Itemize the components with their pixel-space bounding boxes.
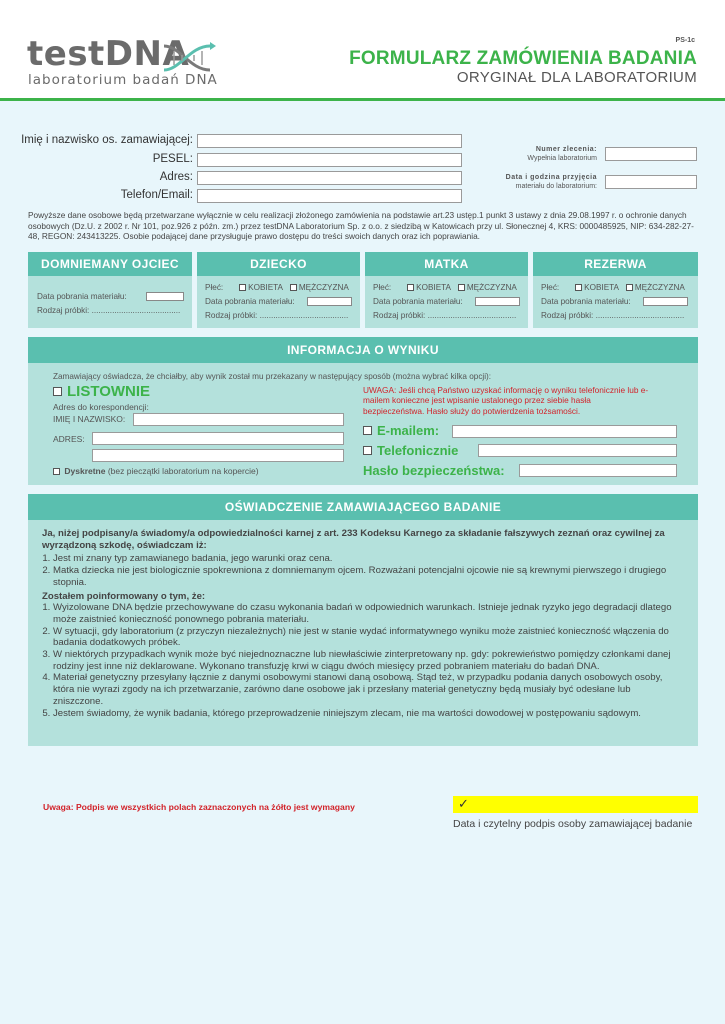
letter-option[interactable] [53, 383, 150, 400]
correspondence-label: Adres do korespondencji: [53, 402, 149, 412]
result-info-title: INFORMACJA O WYNIKU [28, 337, 698, 363]
father-date-field[interactable] [146, 292, 184, 301]
password-label: Hasło bezpieczeństwa: [363, 463, 505, 478]
email-field[interactable] [452, 425, 677, 438]
declaration-item: 2. Matka dziecka nie jest biologicznie spokrewniona z domniemanym ojcem. Rozważani potencjalni ojcowie nie są krewnymi pierwszego i drugiego stopnia. [53, 565, 682, 588]
sex-row [373, 283, 517, 292]
male-label: MĘŻCZYZNA [298, 283, 349, 292]
date-label: Data pobrania materiału: [541, 297, 631, 306]
male-checkbox[interactable] [626, 284, 633, 291]
female-label: KOBIETA [248, 283, 284, 292]
result-intro: Zamawiający oświadcza, że chciałby, aby wynik został mu przekazany w następujący sposób (można wybrać kilka opcji): [53, 372, 492, 381]
female-checkbox[interactable] [575, 284, 582, 291]
male-label: MĘŻCZYZNA [466, 283, 517, 292]
fullname-label: IMIĘ I NAZWISKO: [53, 414, 126, 424]
address-field[interactable] [197, 171, 462, 185]
male-checkbox[interactable] [458, 284, 465, 291]
mother-date-field[interactable] [475, 297, 520, 306]
email-option[interactable] [363, 423, 439, 438]
phone-email-warning: UWAGA: Jeśli chcą Państwo uzyskać informację o wyniku telefonicznie lub e-mailem konieczne jest wpisanie ustalonego przez siebie hasła bezpieczeństwa. Hasło służy do potwierdzenia tożsamości. [363, 385, 649, 416]
male-label: MĘŻCZYZNA [634, 283, 685, 292]
privacy-notice: Powyższe dane osobowe będą przetwarzane wyłącznie w celu realizacji złożonego zamówienia na podstawie art.23 ustęp.1 punkt 3 ustawy z dnia 29.08.1997 r. o ochronie danych osobowych (Dz.U. z 2002 r. Nr 101, poz.926 z późn. zm.) przez testDNA Laboratorium Sp. z o.o. z siedzibą w Katowicach przy ul. Słonecznej 4, KRS: 0000485925, NIP: 634-282-27-48, REGON: 243413225. Osobie podającej dane przysługuje prawo dostępu do treści swoich danych oraz ich poprawiania. [28, 210, 694, 242]
declaration-item: 5. Jestem świadomy, że wynik badania, którego przeprowadzenie niniejszym zlecam, nie ma wartości dowodowej w postępowaniu sądowym. [53, 708, 682, 720]
order-number-title: Numer zlecenia: [535, 146, 597, 153]
received-note: materiału do laboratorium: [515, 183, 597, 190]
order-number-note: Wypełnia laboratorium [527, 155, 597, 162]
declaration-item: 1. Jest mi znany typ zamawianego badania, jego warunki oraz cena. [53, 553, 682, 565]
card-child [197, 252, 360, 328]
name-label: Imię i nazwisko os. zamawiającej: [21, 134, 193, 146]
form-subtitle: ORYGINAŁ DLA LABORATORIUM [456, 69, 697, 86]
contact-label: Telefon/Email: [120, 189, 193, 201]
declaration-item: 3. W niektórych przypadkach wynik może być niejednoznaczne lub niewłaściwie zinterpretowany np. gdy: pokrewieństwo pomiędzy członkami danej rodziny jest inne niż deklarowane. Wykonano transfuzję krwi w ciągu dwóch miesięcy przed pobraniem materiału do badań DNA. [53, 649, 682, 672]
correspondence-address-field-1[interactable] [92, 432, 344, 445]
phone-field[interactable] [478, 444, 677, 457]
phone-label: Telefonicznie [377, 443, 459, 458]
order-number-field[interactable] [605, 147, 697, 161]
declaration-lead: Ja, niżej podpisany/a świadomy/a odpowiedzialności karnej z art. 233 Kodeksu Karnego za składanie fałszywych zeznań oraz cywilnej za wyrządzoną szkodę, oświadczam iż: [42, 528, 665, 551]
card-reserve-title: REZERWA [533, 252, 698, 276]
card-mother [365, 252, 528, 328]
signature-label: Data i czytelny podpis osoby zamawiającej badanie [453, 818, 693, 830]
pesel-label: PESEL: [152, 153, 193, 165]
discreet-label: Dyskretne [64, 466, 106, 476]
dna-helix-icon [160, 42, 216, 74]
contact-field[interactable] [197, 189, 462, 203]
date-label: Data pobrania materiału: [37, 292, 127, 301]
pesel-field[interactable] [197, 153, 462, 167]
sample-type: Rodzaj próbki: ....................................... [37, 306, 181, 315]
page-header [0, 0, 725, 101]
received-title: Data i godzina przyjęcia [505, 174, 597, 181]
address-label: Adres: [159, 171, 193, 183]
email-checkbox[interactable] [363, 426, 372, 435]
reserve-date-field[interactable] [643, 297, 688, 306]
card-father [28, 252, 192, 328]
sample-type: Rodzaj próbki: ....................................... [205, 311, 349, 320]
password-field[interactable] [519, 464, 677, 477]
phone-option[interactable] [363, 443, 458, 458]
sex-label: Płeć: [373, 283, 392, 292]
order-number-label [527, 145, 597, 163]
correspondence-address-field-2[interactable] [92, 449, 344, 462]
declaration-list-b [42, 602, 682, 719]
signature-field[interactable] [453, 796, 698, 813]
declaration-item: 1. Wyizolowane DNA będzie przechowywane do czasu wykonania badań w odpowiednich warunkach. Istnieje jednak ryzyko jego degradacji dlatego może zaistnieć konieczność ponownego pobrania materiału. [53, 602, 682, 625]
informed-label: Zostałem poinformowany o tym, że: [42, 590, 206, 602]
discreet-checkbox[interactable] [53, 468, 60, 475]
fullname-field[interactable] [133, 413, 344, 426]
sex-label: Płeć: [205, 283, 224, 292]
declaration-item: 2. W sytuacji, gdy laboratorium (z przyczyn niezależnych) nie jest w stanie wydać informatywnego wyniku może zaistnieć konieczność włączenia do badania dodatkowych próbek. [53, 626, 682, 649]
card-child-title: DZIECKO [197, 252, 360, 276]
sample-type: Rodzaj próbki: ....................................... [541, 311, 685, 320]
sex-row [205, 283, 349, 292]
discreet-option[interactable] [53, 466, 259, 476]
phone-checkbox[interactable] [363, 446, 372, 455]
female-checkbox[interactable] [407, 284, 414, 291]
logo-subtitle: laboratorium badań DNA [28, 72, 218, 88]
letter-checkbox[interactable] [53, 387, 62, 396]
female-label: KOBIETA [416, 283, 452, 292]
declaration-body [42, 528, 682, 719]
email-label: E-mailem: [377, 423, 440, 438]
sample-type: Rodzaj próbki: ....................................... [373, 311, 517, 320]
male-checkbox[interactable] [290, 284, 297, 291]
declaration-item: 4. Materiał genetyczny przesyłany łącznie z danymi osobowymi stanowi daną osobową. Stąd też, w przypadku podania danych osobowych osoby, która nie wyrazi zgody na ich przetwarzanie, zarówno dane osobowe jak i przesłany materiał genetyczny będą musiały być odesłane lub zniszczone. [53, 672, 682, 707]
card-father-title: DOMNIEMANY OJCIEC [28, 252, 192, 276]
female-label: KOBIETA [584, 283, 620, 292]
sex-row [541, 283, 685, 292]
sex-label: Płeć: [541, 283, 560, 292]
name-field[interactable] [197, 134, 462, 148]
discreet-note: (bez pieczątki laboratorium na kopercie) [105, 466, 259, 476]
checkmark-icon: ✓ [458, 796, 469, 811]
received-field[interactable] [605, 175, 697, 189]
correspondence-address-label: ADRES: [53, 434, 85, 444]
card-reserve [533, 252, 698, 328]
letter-label: LISTOWNIE [67, 383, 151, 400]
logo-text: testDNA [27, 34, 190, 74]
received-label [506, 173, 597, 191]
date-label: Data pobrania materiału: [373, 297, 463, 306]
form-code: PS-1c [675, 37, 695, 44]
child-date-field[interactable] [307, 297, 352, 306]
declaration-list-a [42, 553, 682, 588]
declaration-title: OŚWIADCZENIE ZAMAWIAJĄCEGO BADANIE [28, 494, 698, 520]
female-checkbox[interactable] [239, 284, 246, 291]
form-title: FORMULARZ ZAMÓWIENIA BADANIA [349, 48, 697, 69]
card-mother-title: MATKA [365, 252, 528, 276]
signature-warning: Uwaga: Podpis we wszystkich polach zaznaczonych na żółto jest wymagany [43, 802, 355, 812]
date-label: Data pobrania materiału: [205, 297, 295, 306]
